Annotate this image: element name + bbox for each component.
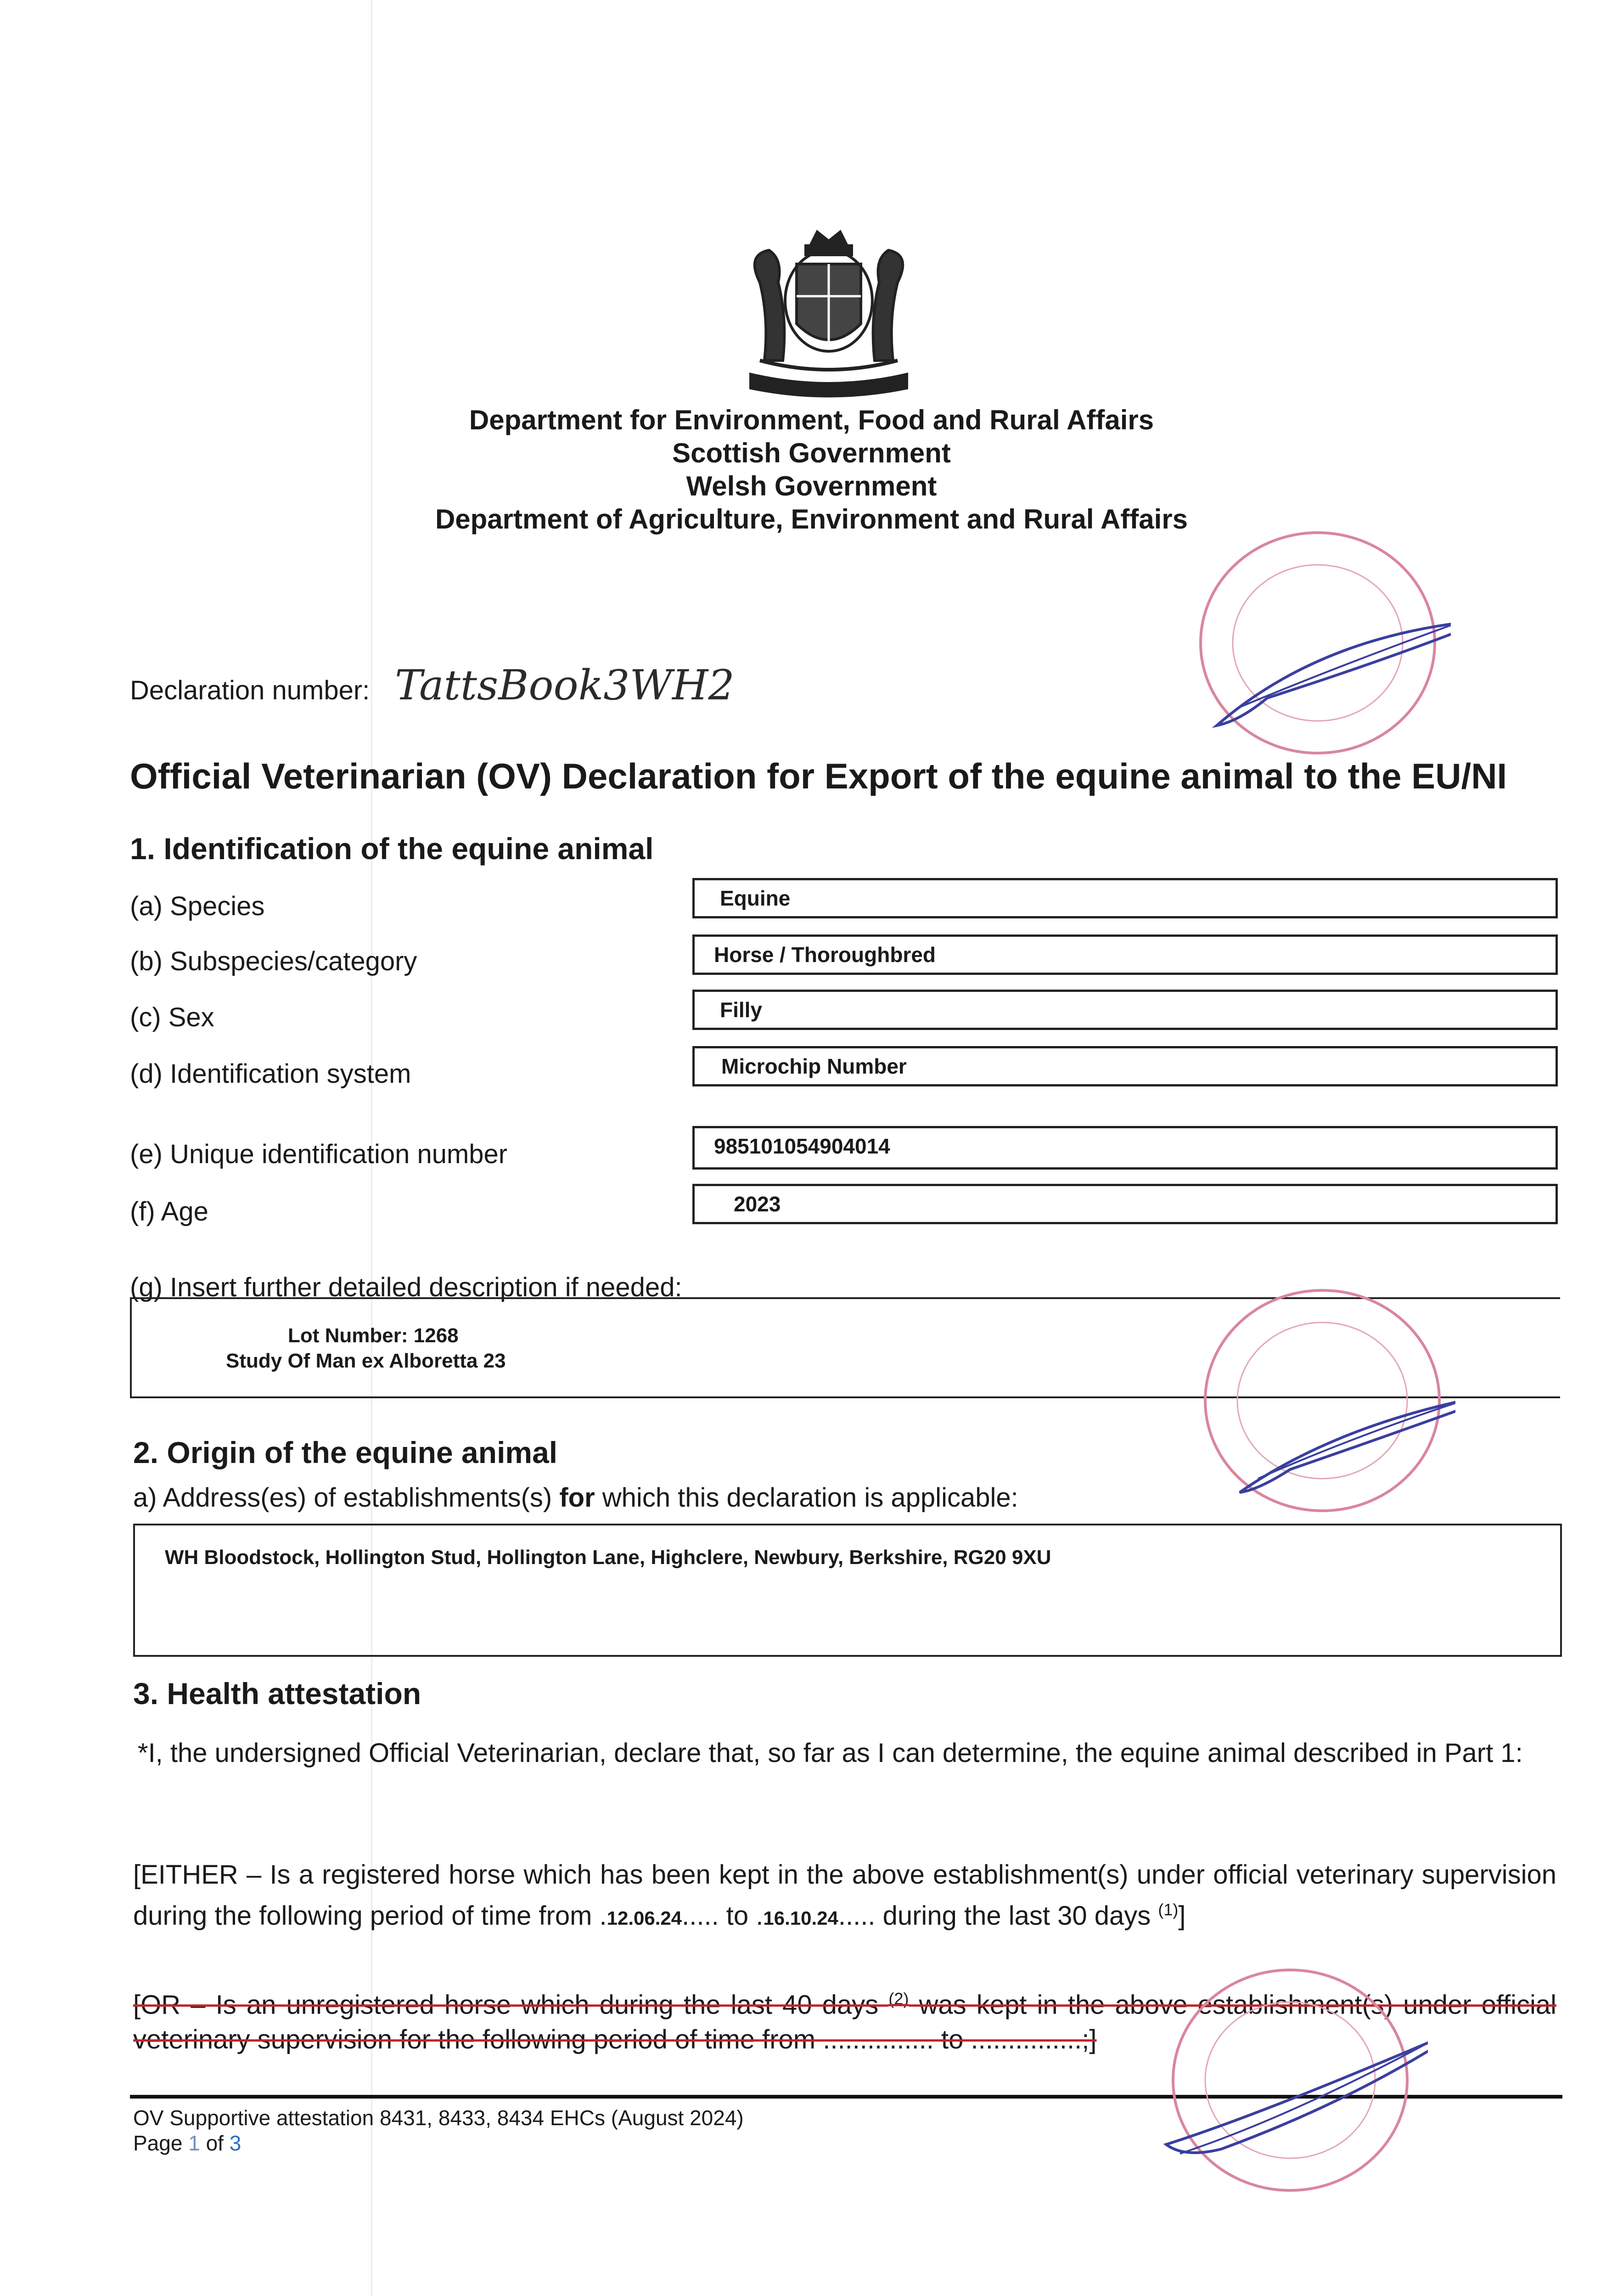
official-veterinarian-stamp-icon: [1185, 523, 1451, 762]
identification-system-value: Microchip Number: [721, 1054, 907, 1078]
address-value: WH Bloodstock, Hollington Stud, Hollington Lane, Highclere, Newbury, Berkshire, RG20 9XU: [165, 1546, 1051, 1569]
unique-id-value: 985101054904014: [714, 1134, 890, 1158]
department-line-3: Welsh Government: [686, 471, 937, 501]
lot-number-text: Lot Number: 1268: [288, 1324, 459, 1347]
page-indicator: Page 1 of 3: [133, 2131, 241, 2155]
declaration-number-label: Declaration number:: [130, 675, 370, 705]
species-field: [692, 878, 1558, 918]
address-box: [133, 1524, 1562, 1657]
section1-heading: 1. Identification of the equine animal: [130, 832, 654, 866]
subspecies-label: (b) Subspecies/category: [130, 946, 417, 976]
age-value: 2023: [734, 1192, 781, 1216]
age-label: (f) Age: [130, 1197, 208, 1227]
footer-reference: OV Supportive attestation 8431, 8433, 8434 EHCs (August 2024): [133, 2106, 744, 2130]
unique-id-label: (e) Unique identification number: [130, 1139, 508, 1169]
document-title: Official Veterinarian (OV) Declaration for Export of the equine animal to the EU/NI: [130, 756, 1507, 796]
section2-heading: 2. Origin of the equine animal: [133, 1435, 558, 1469]
department-line-1: Department for Environment, Food and Rural Affairs: [469, 405, 1154, 435]
section3-heading: 3. Health attestation: [133, 1677, 421, 1711]
subspecies-field: [692, 934, 1558, 975]
age-field: [692, 1184, 1558, 1224]
department-line-2: Scottish Government: [672, 438, 951, 468]
royal-coat-of-arms-icon: [732, 227, 925, 402]
sex-label: (c) Sex: [130, 1002, 214, 1032]
identification-system-label: (d) Identification system: [130, 1059, 411, 1089]
identification-system-field: [692, 1046, 1558, 1086]
declaration-number-handwritten: TattsBook3WH2: [395, 661, 735, 709]
pedigree-text: Study Of Man ex Alboretta 23: [226, 1350, 506, 1372]
further-description-label: (g) Insert further detailed description if needed:: [130, 1272, 682, 1302]
sex-value: Filly: [720, 998, 763, 1022]
period-to-date: 16.10.24: [763, 1907, 838, 1929]
species-value: Equine: [720, 886, 791, 910]
health-attestation-intro: *I, the undersigned Official Veterinarian, declare that, so far as I can determine, the equine animal described in Part 1:: [138, 1738, 1523, 1768]
unique-id-field: [692, 1126, 1558, 1170]
section2-subheading: a) Address(es) of establishments(s) for which this declaration is applicable:: [133, 1483, 1018, 1513]
species-label: (a) Species: [130, 891, 265, 921]
period-from-date: 12.06.24: [607, 1907, 682, 1929]
or-clause-struck-through: [OR – Is an unregistered horse which during the last 40 days $^{(2)}$ was kept in the above establishment(s) under official veterinary supervision for the following period of time from ............... to ...............;]: [133, 1989, 1556, 2055]
either-clause: [EITHER – Is a registered horse which has been kept in the above establishment(s) under official veterinary supervision during the following period of time from .12.06.24..... to .16.10.24..... during the last 30 days $^{(1)}$]: [133, 1860, 1556, 1931]
sex-field: [692, 990, 1558, 1030]
official-veterinarian-stamp-icon-3: [1152, 1961, 1428, 2200]
official-veterinarian-stamp-icon-2: [1189, 1281, 1455, 1520]
department-line-4: Department of Agriculture, Environment and Rural Affairs: [435, 504, 1188, 535]
subspecies-value: Horse / Thoroughbred: [714, 943, 936, 967]
